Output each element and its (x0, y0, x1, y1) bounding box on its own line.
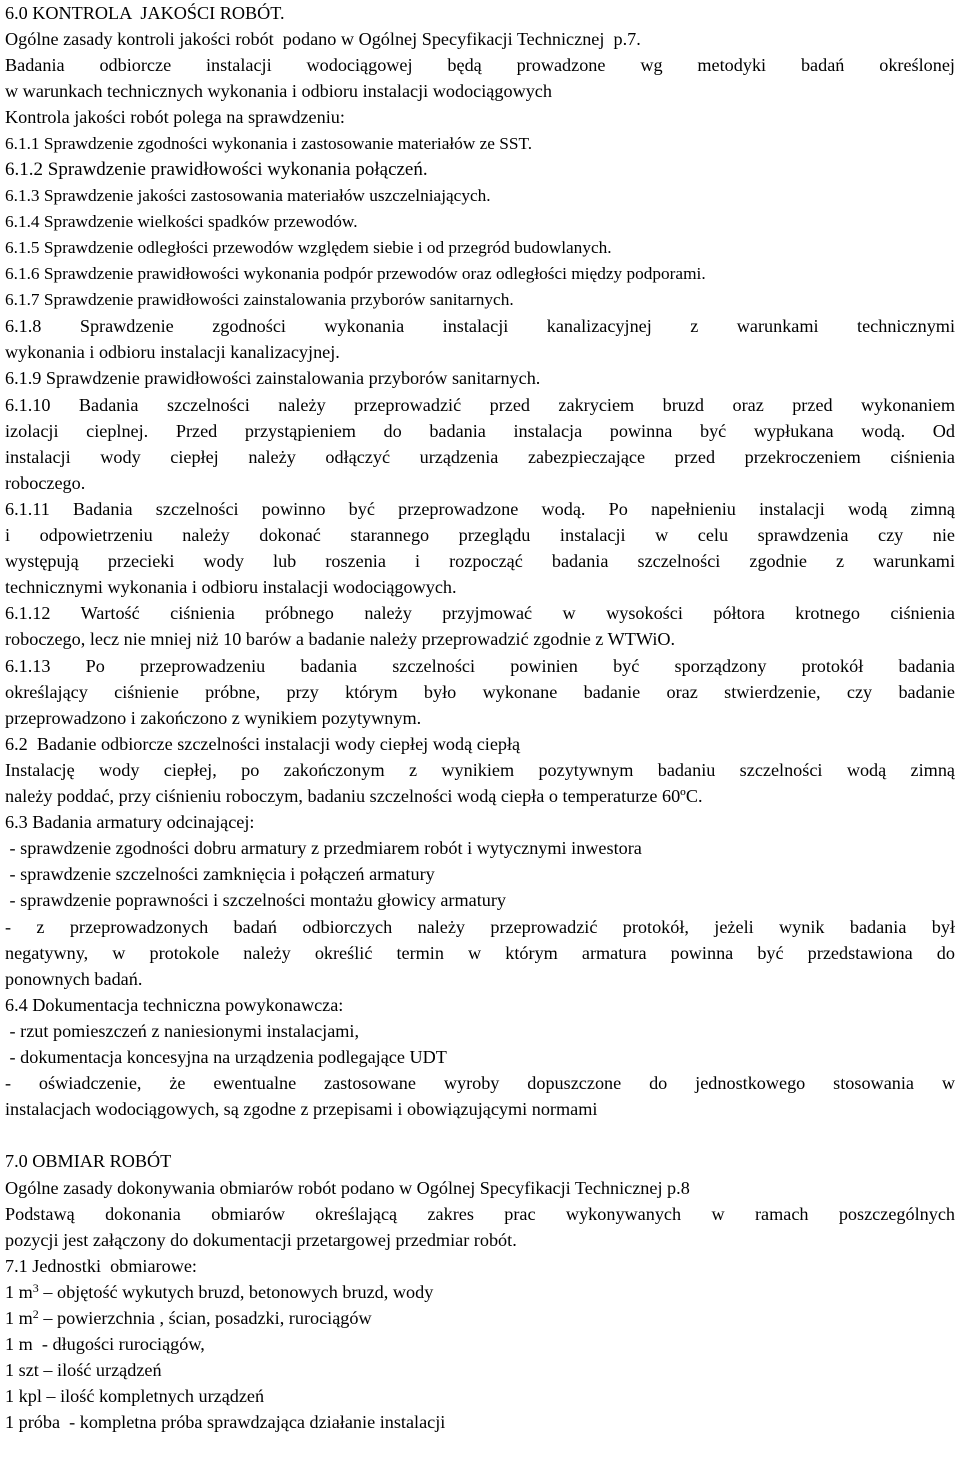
unit-description: – objętość wykutych bruzd, betonowych bruzd, wody (38, 1281, 434, 1302)
unit-exponent: 2 (32, 1307, 39, 1321)
text-line: 6.3 Badania armatury odcinającej: (5, 812, 255, 833)
text-line: Badania odbiorcze instalacji wodociągowej będą prowadzone wg metodyki badań określonej (5, 55, 955, 76)
unit-line (5, 1279, 955, 1305)
text-line: 6.4 Dokumentacja techniczna powykonawcza: (5, 994, 344, 1015)
text-line: w warunkach technicznych wykonania i odbioru instalacji wodociągowych (5, 81, 552, 102)
text-line: Podstawą dokonania obmiarów określającą zakres prac wykonywanych w ramach poszczególnych (5, 1203, 955, 1224)
text-line: występują przecieki wody lub roszenia i rozpocząć badania szczelności zgodnie z warunkami (5, 551, 955, 572)
text-line: 6.0 KONTROLA JAKOŚCI ROBÓT. (5, 3, 285, 23)
unit-base: 1 m (5, 1281, 33, 1302)
text-line: 6.1.12 Wartość ciśnienia próbnego należy przyjmować w wysokości półtora krotnego ciśnienia (5, 603, 955, 624)
text-line: Ogólne zasady dokonywania obmiarów robót podano w Ogólnej Specyfikacji Technicznej p.8 (5, 1177, 690, 1198)
text-line: 6.1.7 Sprawdzenie prawidłowości zainstalowania przyborów sanitarnych. (5, 290, 514, 310)
text-line: instalacjach wodociągowych, są zgodne z przepisami i obowiązującymi normami (5, 1099, 598, 1120)
unit-exponent: 3 (32, 1280, 39, 1295)
text-line: należy poddać, przy ciśnieniu roboczym, badaniu szczelności wodą ciepła o temperaturze 60ºC. (5, 786, 703, 806)
text-line: określający ciśnienie próbne, przy którym było wykonane badanie oraz stwierdzenie, czy badanie (5, 681, 955, 702)
text-line: ponownych badań. (5, 968, 143, 989)
text-line: - sprawdzenie poprawności i szczelności montażu głowicy armatury (5, 890, 506, 911)
unit-line (5, 1409, 955, 1435)
text-line: - rzut pomieszczeń z naniesionymi instalacjami, (5, 1020, 360, 1041)
text-line: pozycji jest załączony do dokumentacji przetargowej przedmiar robót. (5, 1229, 517, 1250)
unit-line (5, 1331, 955, 1357)
text-line: 6.1.8 Sprawdzenie zgodności wykonania instalacji kanalizacyjnej z warunkami technicznymi (5, 316, 955, 337)
text-line: - oświadczenie, że ewentualne zastosowane wyroby dopuszczone do jednostkowego stosowania w (5, 1073, 955, 1094)
text-line: 6.1.6 Sprawdzenie prawidłowości wykonania podpór przewodów oraz odległości między podporami. (5, 264, 706, 283)
text-line: 6.1.11 Badania szczelności powinno być przeprowadzone wodą. Po napełnieniu instalacji wodą zimną (5, 498, 955, 519)
text-line: roboczego. (5, 472, 86, 493)
text-line: 6.1.4 Sprawdzenie wielkości spadków przewodów. (5, 211, 358, 231)
text-line: roboczego, lecz nie mniej niż 10 barów a badanie należy przeprowadzić zgodnie z WTWiO. (5, 629, 676, 650)
unit-base: 1 kpl – ilość kompletnych urządzeń (5, 1386, 265, 1407)
text-line: i odpowietrzeniu należy dokonać starannego przeglądu instalacji w celu sprawdzenia czy nie (5, 525, 955, 545)
unit-line (5, 1383, 955, 1409)
unit-description: – powierzchnia , ścian, posadzki, rurociągów (38, 1308, 372, 1328)
unit-base: 1 m (5, 1308, 33, 1328)
text-line: 6.1.5 Sprawdzenie odległości przewodów względem siebie i od przegród budowlanych. (5, 237, 612, 257)
unit-base: 1 m - długości rurociągów, (5, 1334, 205, 1355)
text-line: - z przeprowadzonych badań odbiorczych należy przeprowadzić protokół, jeżeli wynik badania był (5, 916, 955, 937)
text-line: 6.1.13 Po przeprowadzeniu badania szczelności powinien być sporządzony protokół badania (5, 655, 955, 676)
text-line (5, 1122, 955, 1148)
text-line: 6.1.3 Sprawdzenie jakości zastosowania materiałów uszczelniających. (5, 185, 491, 205)
text-line: - dokumentacja koncesyjna na urządzenia podlegające UDT (5, 1047, 447, 1067)
text-line: 6.1.1 Sprawdzenie zgodności wykonania i zastosowanie materiałów ze SST. (5, 133, 533, 153)
text-line: 7.1 Jednostki obmiarowe: (5, 1255, 197, 1276)
text-line: izolacji cieplnej. Przed przystąpieniem do badania instalacja powinna być wypłukana wodą. Od (5, 420, 955, 441)
text-line: Ogólne zasady kontroli jakości robót podano w Ogólnej Specyfikacji Technicznej p.7. (5, 29, 641, 50)
text-line: wykonania i odbioru instalacji kanalizacyjnej. (5, 342, 340, 363)
text-line: instalacji wody ciepłej należy odłączyć urządzenia zabezpieczające przed przekroczeniem ciśnienia (5, 446, 955, 467)
text-line: - sprawdzenie szczelności zamknięcia i połączeń armatury (5, 864, 435, 885)
text-line: 6.1.2 Sprawdzenie prawidłowości wykonania połączeń. (5, 158, 428, 180)
text-line: technicznymi wykonania i odbioru instalacji wodociągowych. (5, 577, 457, 598)
text-line: 7.0 OBMIAR ROBÓT (5, 1151, 172, 1172)
text-line: negatywny, w protokole należy określić termin w którym armatura powinna być przedstawiona do (5, 942, 955, 963)
text-line: 6.2 Badanie odbiorcze szczelności instalacji wody ciepłej wodą ciepłą (5, 733, 521, 754)
unit-base: 1 próba - kompletna próba sprawdzająca działanie instalacji (5, 1412, 446, 1433)
text-line: Kontrola jakości robót polega na sprawdzeniu: (5, 107, 345, 128)
text-line: - sprawdzenie zgodności dobru armatury z przedmiarem robót i wytycznymi inwestora (5, 838, 642, 859)
text-line: 6.1.10 Badania szczelności należy przeprowadzić przed zakryciem bruzd oraz przed wykonaniem (5, 394, 955, 415)
unit-line (5, 1305, 955, 1331)
text-line: Instalację wody ciepłej, po zakończonym z wynikiem pozytywnym badaniu szczelności wodą zimną (5, 759, 955, 780)
unit-base: 1 szt – ilość urządzeń (5, 1360, 162, 1381)
unit-line (5, 1357, 955, 1383)
text-line: 6.1.9 Sprawdzenie prawidłowości zainstalowania przyborów sanitarnych. (5, 368, 541, 389)
text-line: przeprowadzono i zakończono z wynikiem pozytywnym. (5, 707, 422, 728)
